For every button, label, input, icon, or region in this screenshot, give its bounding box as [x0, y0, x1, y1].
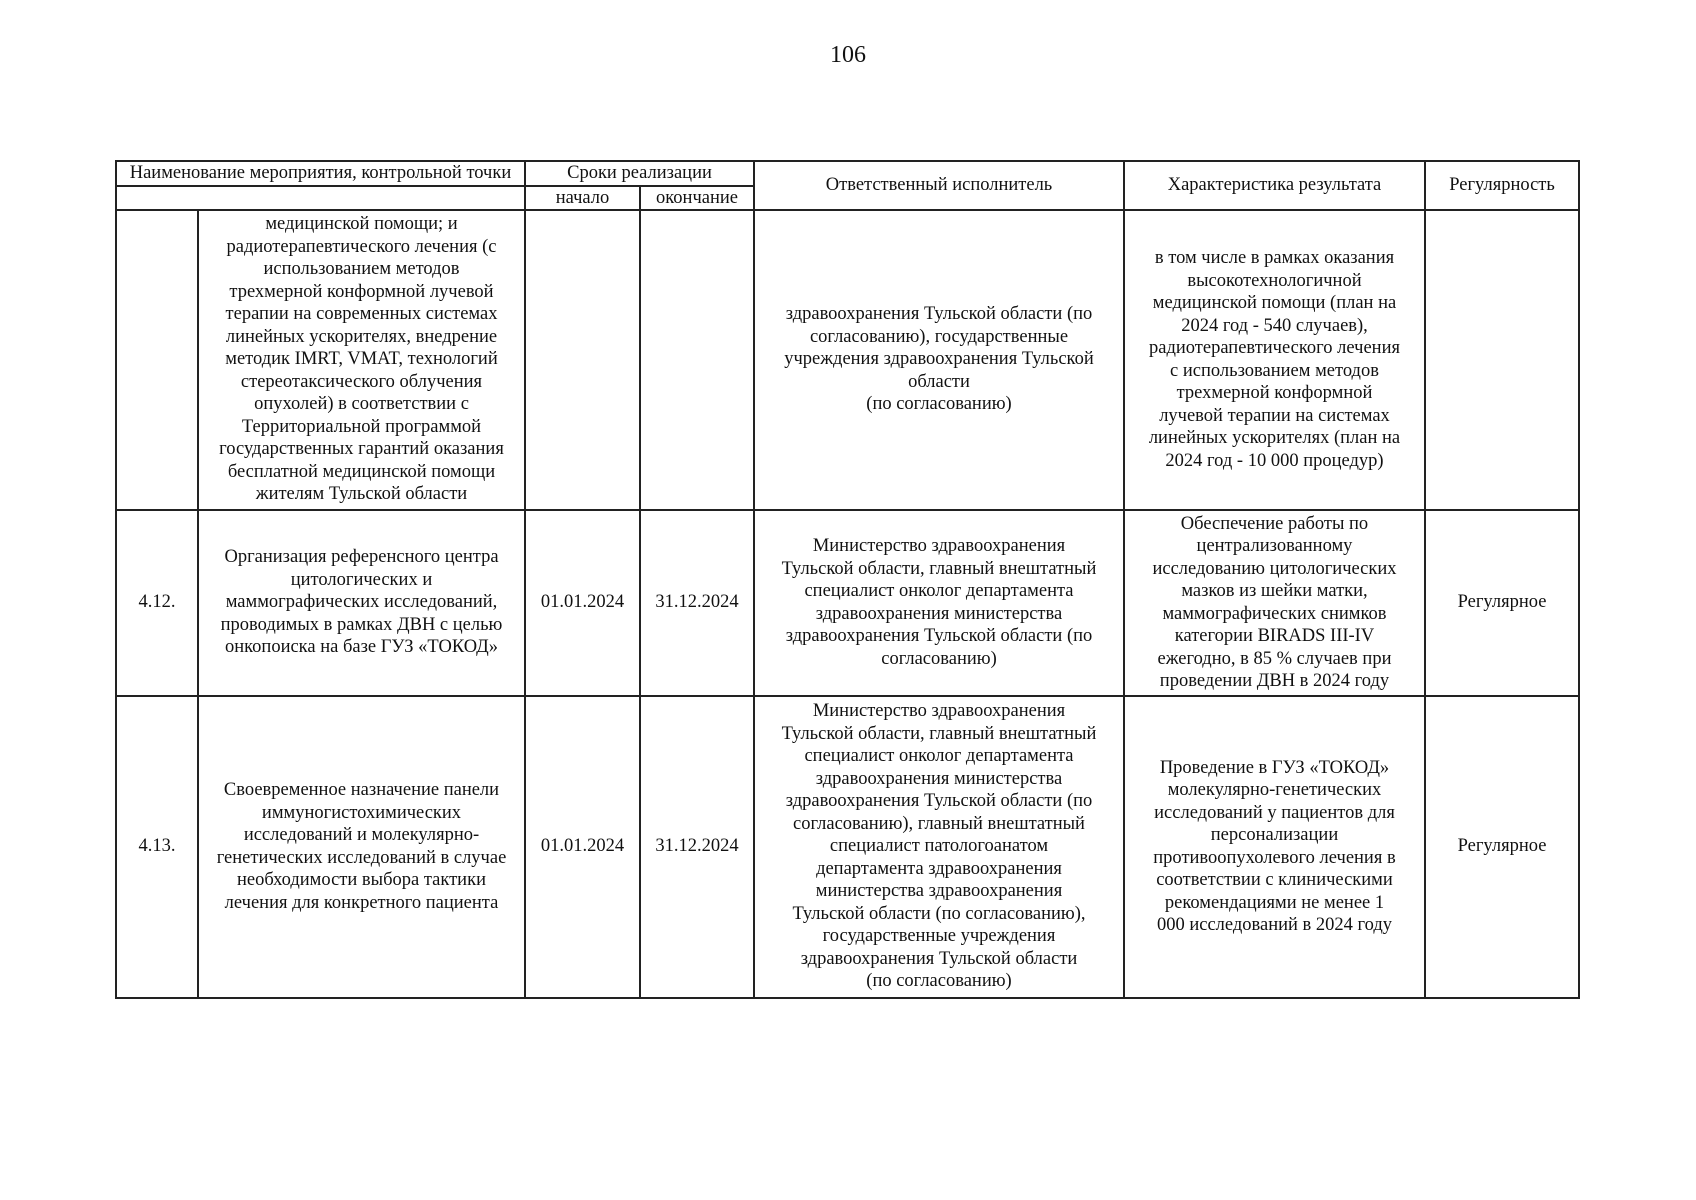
row-end-date: 31.12.2024	[640, 510, 754, 696]
row-result: Обеспечение работы по централизованному исследованию цитологических мазков из шейки матки, маммографических снимков категории BIRADS III-IV ежегодно, в 85 % случаев при проведении ДВН в 2024 году	[1124, 510, 1425, 696]
header-regularity: Регулярность	[1425, 161, 1579, 210]
table-row	[116, 210, 1579, 510]
page-number: 106	[830, 42, 866, 68]
plan-table	[115, 160, 1580, 999]
row-result: Проведение в ГУЗ «ТОКОД» молекулярно-генетических исследований у пациентов для персонализации противоопухолевого лечения в соответствии с клиническими рекомендациями не менее 1 000 исследований в 2024 году	[1124, 696, 1425, 998]
row-number	[116, 210, 198, 510]
row-number: 4.13.	[116, 696, 198, 998]
row-start-date: 01.01.2024	[525, 510, 640, 696]
row-event: Своевременное назначение панели иммуногистохимических исследований и молекулярно- генетических исследований в случае необходимости выбора тактики лечения для конкретного пациента	[198, 696, 525, 998]
row-number: 4.12.	[116, 510, 198, 696]
row-event: Организация референсного центра цитологических и маммографических исследований, проводимых в рамках ДВН с целью онкопоиска на базе ГУЗ «ТОКОД»	[198, 510, 525, 696]
row-event: медицинской помощи; и радиотерапевтического лечения (с использованием методов трехмерной конформной лучевой терапии на современных системах линейных ускорителях, внедрение методик IMRT, VMAT, технологий стереотаксического облучения опухолей) в соответствии с Территориальной программой государственных гарантий оказания бесплатной медицинской помощи жителям Тульской области	[198, 210, 525, 510]
header-start: начало	[525, 186, 640, 210]
row-responsible: Министерство здравоохранения Тульской области, главный внештатный специалист онколог департамента здравоохранения министерства здравоохранения Тульской области (по согласованию), главный внештатный специалист патологоанатом департамента здравоохранения министерства здравоохранения Тульской области (по согласованию), государственные учреждения здравоохранения Тульской области (по согласованию)	[754, 696, 1124, 998]
header-terms: Сроки реализации	[525, 161, 754, 186]
row-regularity: Регулярное	[1425, 510, 1579, 696]
row-regularity	[1425, 210, 1579, 510]
table-row	[116, 696, 1579, 998]
header-event-continuation	[116, 186, 525, 210]
row-start-date	[525, 210, 640, 510]
header-responsible: Ответственный исполнитель	[754, 161, 1124, 210]
row-end-date	[640, 210, 754, 510]
row-responsible: Министерство здравоохранения Тульской области, главный внештатный специалист онколог департамента здравоохранения министерства здравоохранения Тульской области (по согласованию)	[754, 510, 1124, 696]
row-end-date: 31.12.2024	[640, 696, 754, 998]
header-row	[116, 161, 1579, 186]
row-regularity: Регулярное	[1425, 696, 1579, 998]
table-row	[116, 510, 1579, 696]
header-result: Характеристика результата	[1124, 161, 1425, 210]
header-event: Наименование мероприятия, контрольной точки	[116, 161, 525, 186]
row-responsible: здравоохранения Тульской области (по согласованию), государственные учреждения здравоохранения Тульской области (по согласованию)	[754, 210, 1124, 510]
header-end: окончание	[640, 186, 754, 210]
row-result: в том числе в рамках оказания высокотехнологичной медицинской помощи (план на 2024 год - 540 случаев), радиотерапевтического лечения с использованием методов трехмерной конформной лучевой терапии на системах линейных ускорителях (план на 2024 год - 10 000 процедур)	[1124, 210, 1425, 510]
row-start-date: 01.01.2024	[525, 696, 640, 998]
